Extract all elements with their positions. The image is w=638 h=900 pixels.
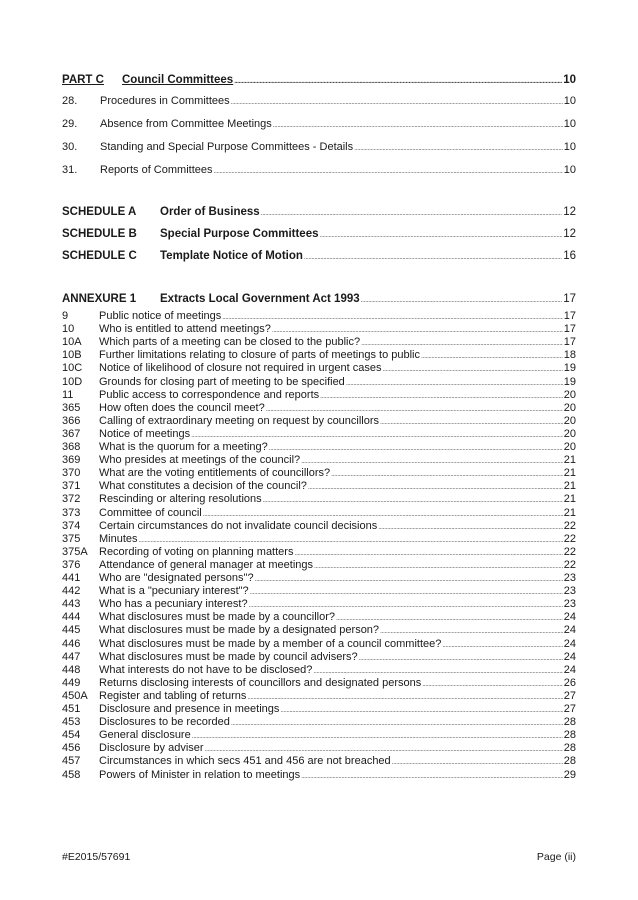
toc-annexure-entry[interactable] xyxy=(62,454,576,466)
toc-annexure-entry[interactable] xyxy=(62,624,576,636)
toc-page-number: 21 xyxy=(563,480,576,493)
toc-entry-title: Standing and Special Purpose Committees - Details xyxy=(100,141,354,153)
toc-entry-number: 31. xyxy=(62,164,78,176)
toc-entry-title: What interests do not have to be disclosed? xyxy=(99,663,313,676)
toc-annexure-entry[interactable] xyxy=(62,441,576,453)
toc-annexure-entry[interactable] xyxy=(62,611,576,623)
toc-leader-dots xyxy=(263,493,563,505)
toc-part-c-heading[interactable] xyxy=(62,74,576,86)
toc-entry-number: 369 xyxy=(62,454,81,467)
toc-entry-number: 456 xyxy=(62,742,81,755)
toc-entry-title: What disclosures must be made by a member of a council committee? xyxy=(99,637,442,650)
toc-page-number: 10 xyxy=(563,95,576,107)
toc-entry-number: 442 xyxy=(62,585,81,598)
toc-page-number: 28 xyxy=(563,742,576,755)
toc-entry-title: What disclosures must be made by a designated person? xyxy=(99,624,380,637)
toc-entry-number: 10C xyxy=(62,362,83,375)
toc-entry-title: Recording of voting on planning matters xyxy=(99,545,294,558)
toc-entry-number: 448 xyxy=(62,663,81,676)
toc-entry-number: 453 xyxy=(62,716,81,729)
toc-page-number: 20 xyxy=(563,401,576,414)
toc-leader-dots xyxy=(266,402,563,414)
toc-entry-title: What are the voting entitlements of councillors? xyxy=(99,467,331,480)
toc-annexure-entry[interactable] xyxy=(62,559,576,571)
toc-entry-number: 446 xyxy=(62,637,81,650)
toc-leader-dots xyxy=(320,389,563,401)
toc-leader-dots xyxy=(361,293,563,305)
toc-page-number: 12 xyxy=(563,206,576,218)
toc-leader-dots xyxy=(383,362,563,374)
toc-entry-title: Calling of extraordinary meeting on request by councillors xyxy=(99,414,380,427)
toc-page-number: 24 xyxy=(563,637,576,650)
toc-entry-number: 368 xyxy=(62,441,81,453)
toc-entry-title: Minutes xyxy=(99,532,138,545)
toc-leader-dots xyxy=(442,638,562,650)
toc-annexure-entry[interactable] xyxy=(62,349,576,361)
toc-page-number: 24 xyxy=(563,663,576,676)
toc-annexure-entry[interactable] xyxy=(62,664,576,676)
toc-entry-title: How often does the council meet? xyxy=(99,401,265,414)
toc-schedule-number: SCHEDULE A xyxy=(62,206,137,218)
toc-annexure-entry[interactable] xyxy=(62,585,576,597)
toc-leader-dots xyxy=(294,546,562,558)
toc-entry-title: What constitutes a decision of the council? xyxy=(99,480,307,493)
toc-annexure-number: ANNEXURE 1 xyxy=(62,293,137,305)
toc-entry-number: 449 xyxy=(62,676,81,689)
toc-leader-dots xyxy=(380,624,563,636)
toc-annexure-entry[interactable] xyxy=(62,415,576,427)
toc-annexure-entry[interactable] xyxy=(62,480,576,492)
toc-page-number: 27 xyxy=(563,689,576,702)
toc-page-number: 19 xyxy=(563,375,576,388)
toc-entry-title: Public access to correspondence and reports xyxy=(99,388,320,401)
toc-annexure-entry[interactable] xyxy=(62,428,576,440)
toc-page-number: 10 xyxy=(563,164,576,176)
toc-entry-number: 367 xyxy=(62,427,81,440)
toc-entry-title: Procedures in Committees xyxy=(100,95,230,107)
toc-leader-dots xyxy=(203,507,563,519)
toc-leader-dots xyxy=(361,336,563,348)
toc-page-number: 20 xyxy=(563,427,576,440)
toc-schedule-c[interactable] xyxy=(62,250,576,262)
toc-page-number: 17 xyxy=(563,293,576,305)
toc-annexure-title: Extracts Local Government Act 1993 xyxy=(160,293,360,305)
toc-schedule-title: Special Purpose Committees xyxy=(160,228,319,240)
toc-entry-number: 451 xyxy=(62,703,81,715)
toc-entry-title: Attendance of general manager at meetings xyxy=(99,558,314,571)
toc-page-number: 22 xyxy=(563,532,576,545)
toc-entry-title: Who are "designated persons"? xyxy=(99,572,254,584)
toc-page-number: 23 xyxy=(563,598,576,611)
toc-part-number: PART C xyxy=(62,74,104,86)
toc-leader-dots xyxy=(280,703,562,715)
toc-annexure-entry[interactable] xyxy=(62,742,576,754)
toc-entry-title: Disclosures to be recorded xyxy=(99,716,230,729)
toc-entry-title: Circumstances in which secs 451 and 456 are not breached xyxy=(99,755,391,768)
toc-entry-number: 444 xyxy=(62,611,81,624)
toc-entry-number: 10A xyxy=(62,336,82,349)
toc-page-number: 22 xyxy=(563,558,576,571)
toc-entry-number: 10 xyxy=(62,323,75,336)
toc-leader-dots xyxy=(250,585,563,597)
toc-page-number: 12 xyxy=(563,228,576,240)
toc-entry-title: Further limitations relating to closure of parts of meetings to public xyxy=(99,349,420,362)
toc-leader-dots xyxy=(192,729,563,741)
toc-entry[interactable] xyxy=(62,164,576,176)
toc-page-number: 20 xyxy=(563,388,576,401)
toc-leader-dots xyxy=(421,349,563,361)
toc-page-number: 23 xyxy=(563,572,576,584)
toc-entry-number: 454 xyxy=(62,729,81,742)
toc-page-number: 23 xyxy=(563,585,576,598)
toc-entry-number: 443 xyxy=(62,598,81,611)
toc-leader-dots xyxy=(308,480,563,492)
toc-schedule-title: Order of Business xyxy=(160,206,260,218)
toc-entry-title: Disclosure by adviser xyxy=(99,742,204,755)
toc-entry-number: 366 xyxy=(62,414,81,427)
toc-part-title: Council Committees xyxy=(122,74,234,86)
toc-entry-number: 375 xyxy=(62,532,81,545)
toc-entry-title: What is a "pecuniary interest"? xyxy=(99,585,249,598)
toc-page-number: 27 xyxy=(563,703,576,715)
toc-annexure-entry[interactable] xyxy=(62,323,576,335)
toc-annexure-entry[interactable] xyxy=(62,598,576,610)
toc-entry-number: 371 xyxy=(62,480,81,493)
toc-page-number: 22 xyxy=(563,519,576,532)
toc-entry-number: 375A xyxy=(62,545,88,558)
toc-leader-dots xyxy=(139,533,563,545)
toc-entry-title: Who presides at meetings of the council? xyxy=(99,454,301,467)
toc-entry[interactable] xyxy=(62,141,576,153)
toc-leader-dots xyxy=(336,611,563,623)
toc-page-number: 16 xyxy=(563,250,576,262)
toc-entry-number: 29. xyxy=(62,118,78,130)
toc-page-number: 28 xyxy=(563,729,576,742)
toc-schedule-a[interactable] xyxy=(62,206,576,218)
toc-entry-title: Committee of council xyxy=(99,506,202,519)
toc-leader-dots xyxy=(269,441,563,453)
toc-entry-title: Notice of likelihood of closure not required in urgent cases xyxy=(99,362,382,375)
toc-leader-dots xyxy=(273,118,563,130)
toc-annexure-entry[interactable] xyxy=(62,467,576,479)
toc-page-number: 17 xyxy=(563,310,576,322)
toc-entry-title: Absence from Committee Meetings xyxy=(100,118,272,130)
toc-entry-title: Public notice of meetings xyxy=(99,310,222,322)
toc-entry-number: 365 xyxy=(62,401,81,414)
toc-annexure-entry[interactable] xyxy=(62,402,576,414)
toc-page-number: 24 xyxy=(563,611,576,624)
toc-leader-dots xyxy=(247,690,562,702)
toc-annexure-entry[interactable] xyxy=(62,651,576,663)
toc-page-number: 24 xyxy=(563,624,576,637)
toc-entry-title: Register and tabling of returns xyxy=(99,689,247,702)
toc-entry-title: Who has a pecuniary interest? xyxy=(99,598,248,611)
toc-leader-dots xyxy=(222,310,562,322)
toc-leader-dots xyxy=(272,323,563,335)
toc-entry-title: Grounds for closing part of meeting to be specified xyxy=(99,375,345,388)
toc-page-number: 10 xyxy=(563,74,576,86)
toc-leader-dots xyxy=(234,74,562,86)
toc-leader-dots xyxy=(354,141,563,153)
toc-entry-title: General disclosure xyxy=(99,729,191,742)
toc-page-number: 10 xyxy=(563,118,576,130)
toc-entry-number: 447 xyxy=(62,650,81,663)
toc-leader-dots xyxy=(314,559,563,571)
toc-annexure-entry[interactable] xyxy=(62,520,576,532)
toc-annexure-entry[interactable] xyxy=(62,677,576,689)
toc-page-number: 10 xyxy=(563,141,576,153)
toc-leader-dots xyxy=(320,228,563,240)
toc-leader-dots xyxy=(380,415,563,427)
toc-annexure-entry[interactable] xyxy=(62,690,576,702)
toc-schedule-number: SCHEDULE B xyxy=(62,228,137,240)
toc-annexure-entry[interactable] xyxy=(62,493,576,505)
toc-leader-dots xyxy=(331,467,563,479)
toc-entry-title: Rescinding or altering resolutions xyxy=(99,493,262,506)
toc-leader-dots xyxy=(213,164,562,176)
toc-entry-number: 372 xyxy=(62,493,81,506)
toc-leader-dots xyxy=(231,95,563,107)
toc-annexure-entry[interactable] xyxy=(62,336,576,348)
toc-leader-dots xyxy=(255,572,563,584)
toc-entry-number: 373 xyxy=(62,506,81,519)
toc-page-number: 17 xyxy=(563,336,576,349)
toc-leader-dots xyxy=(249,598,563,610)
toc-leader-dots xyxy=(422,677,563,689)
toc-entry-number: 10D xyxy=(62,375,83,388)
toc-page-number: 26 xyxy=(563,676,576,689)
toc-annexure-entry[interactable] xyxy=(62,507,576,519)
toc-entry-number: 28. xyxy=(62,95,78,107)
toc-annexure-entry[interactable] xyxy=(62,389,576,401)
toc-entry-number: 11 xyxy=(62,388,74,401)
toc-annexure-entry[interactable] xyxy=(62,572,576,584)
toc-page-number: 28 xyxy=(563,716,576,729)
toc-page-number: 22 xyxy=(563,545,576,558)
toc-page-number: 20 xyxy=(563,441,576,453)
toc-entry-number: 9 xyxy=(62,310,69,322)
toc-entry-number: 458 xyxy=(62,768,81,781)
toc-leader-dots xyxy=(359,651,563,663)
toc-entry-title: What disclosures must be made by a councillor? xyxy=(99,611,335,624)
toc-entry-number: 441 xyxy=(62,572,81,584)
toc-entry-title: Which parts of a meeting can be closed to the public? xyxy=(99,336,361,349)
toc-page-number: 21 xyxy=(563,467,576,480)
toc-leader-dots xyxy=(313,664,562,676)
toc-entry[interactable] xyxy=(62,95,576,107)
toc-annexure-entry[interactable] xyxy=(62,729,576,741)
toc-leader-dots xyxy=(304,250,562,262)
toc-entry-number: 450A xyxy=(62,689,88,702)
toc-entry-number: 374 xyxy=(62,519,81,532)
toc-page-number: 18 xyxy=(563,349,576,362)
toc-page-number: 19 xyxy=(563,362,576,375)
toc-page-number: 21 xyxy=(563,493,576,506)
toc-entry-title: What is the quorum for a meeting? xyxy=(99,441,268,453)
document-reference: #E2015/57691 xyxy=(62,851,131,863)
toc-entry-number: 30. xyxy=(62,141,78,153)
toc-annexure-entry[interactable] xyxy=(62,533,576,545)
toc-page-number: 21 xyxy=(563,506,576,519)
toc-entry-title: Returns disclosing interests of councillors and designated persons xyxy=(99,676,422,689)
toc-page-number: 28 xyxy=(563,755,576,768)
toc-leader-dots xyxy=(205,742,563,754)
toc-schedule-number: SCHEDULE C xyxy=(62,250,137,262)
toc-leader-dots xyxy=(231,716,563,728)
toc-annexure-entry[interactable] xyxy=(62,769,576,781)
toc-leader-dots xyxy=(378,520,563,532)
toc-leader-dots xyxy=(261,206,563,218)
toc-annexure-entry[interactable] xyxy=(62,376,576,388)
toc-annexure-entry[interactable] xyxy=(62,716,576,728)
toc-entry-title: Powers of Minister in relation to meetings xyxy=(99,768,301,781)
toc-entry-number: 376 xyxy=(62,558,81,571)
page-number-footer: Page (ii) xyxy=(536,851,576,863)
toc-leader-dots xyxy=(301,454,563,466)
toc-annexure-entry[interactable] xyxy=(62,546,576,558)
toc-entry-title: Notice of meetings xyxy=(99,427,191,440)
toc-entry-number: 445 xyxy=(62,624,81,637)
toc-entry-title: Disclosure and presence in meetings xyxy=(99,703,280,715)
toc-annexure-entry[interactable] xyxy=(62,638,576,650)
toc-annexure-entry[interactable] xyxy=(62,310,576,322)
toc-annexure-entry[interactable] xyxy=(62,703,576,715)
toc-page-number: 29 xyxy=(563,768,576,781)
toc-leader-dots xyxy=(346,376,563,388)
toc-schedule-b[interactable] xyxy=(62,228,576,240)
toc-leader-dots xyxy=(191,428,563,440)
toc-schedule-title: Template Notice of Motion xyxy=(160,250,303,262)
toc-entry-title: Reports of Committees xyxy=(100,164,213,176)
toc-page-number: 24 xyxy=(563,650,576,663)
toc-entry-title: Certain circumstances do not invalidate council decisions xyxy=(99,519,378,532)
toc-entry-number: 370 xyxy=(62,467,81,480)
toc-annexure-heading[interactable] xyxy=(62,293,576,305)
toc-entry-title: What disclosures must be made by council advisers? xyxy=(99,650,358,663)
toc-page-number: 21 xyxy=(563,454,576,467)
toc-entry[interactable] xyxy=(62,118,576,130)
toc-page-number: 20 xyxy=(563,414,576,427)
toc-entry-title: Who is entitled to attend meetings? xyxy=(99,323,271,336)
toc-entry-number: 10B xyxy=(62,349,82,362)
toc-annexure-entry[interactable] xyxy=(62,755,576,767)
toc-leader-dots xyxy=(301,769,563,781)
toc-leader-dots xyxy=(392,755,563,767)
toc-page-number: 17 xyxy=(563,323,576,336)
toc-annexure-entry[interactable] xyxy=(62,362,576,374)
toc-entry-number: 457 xyxy=(62,755,81,768)
